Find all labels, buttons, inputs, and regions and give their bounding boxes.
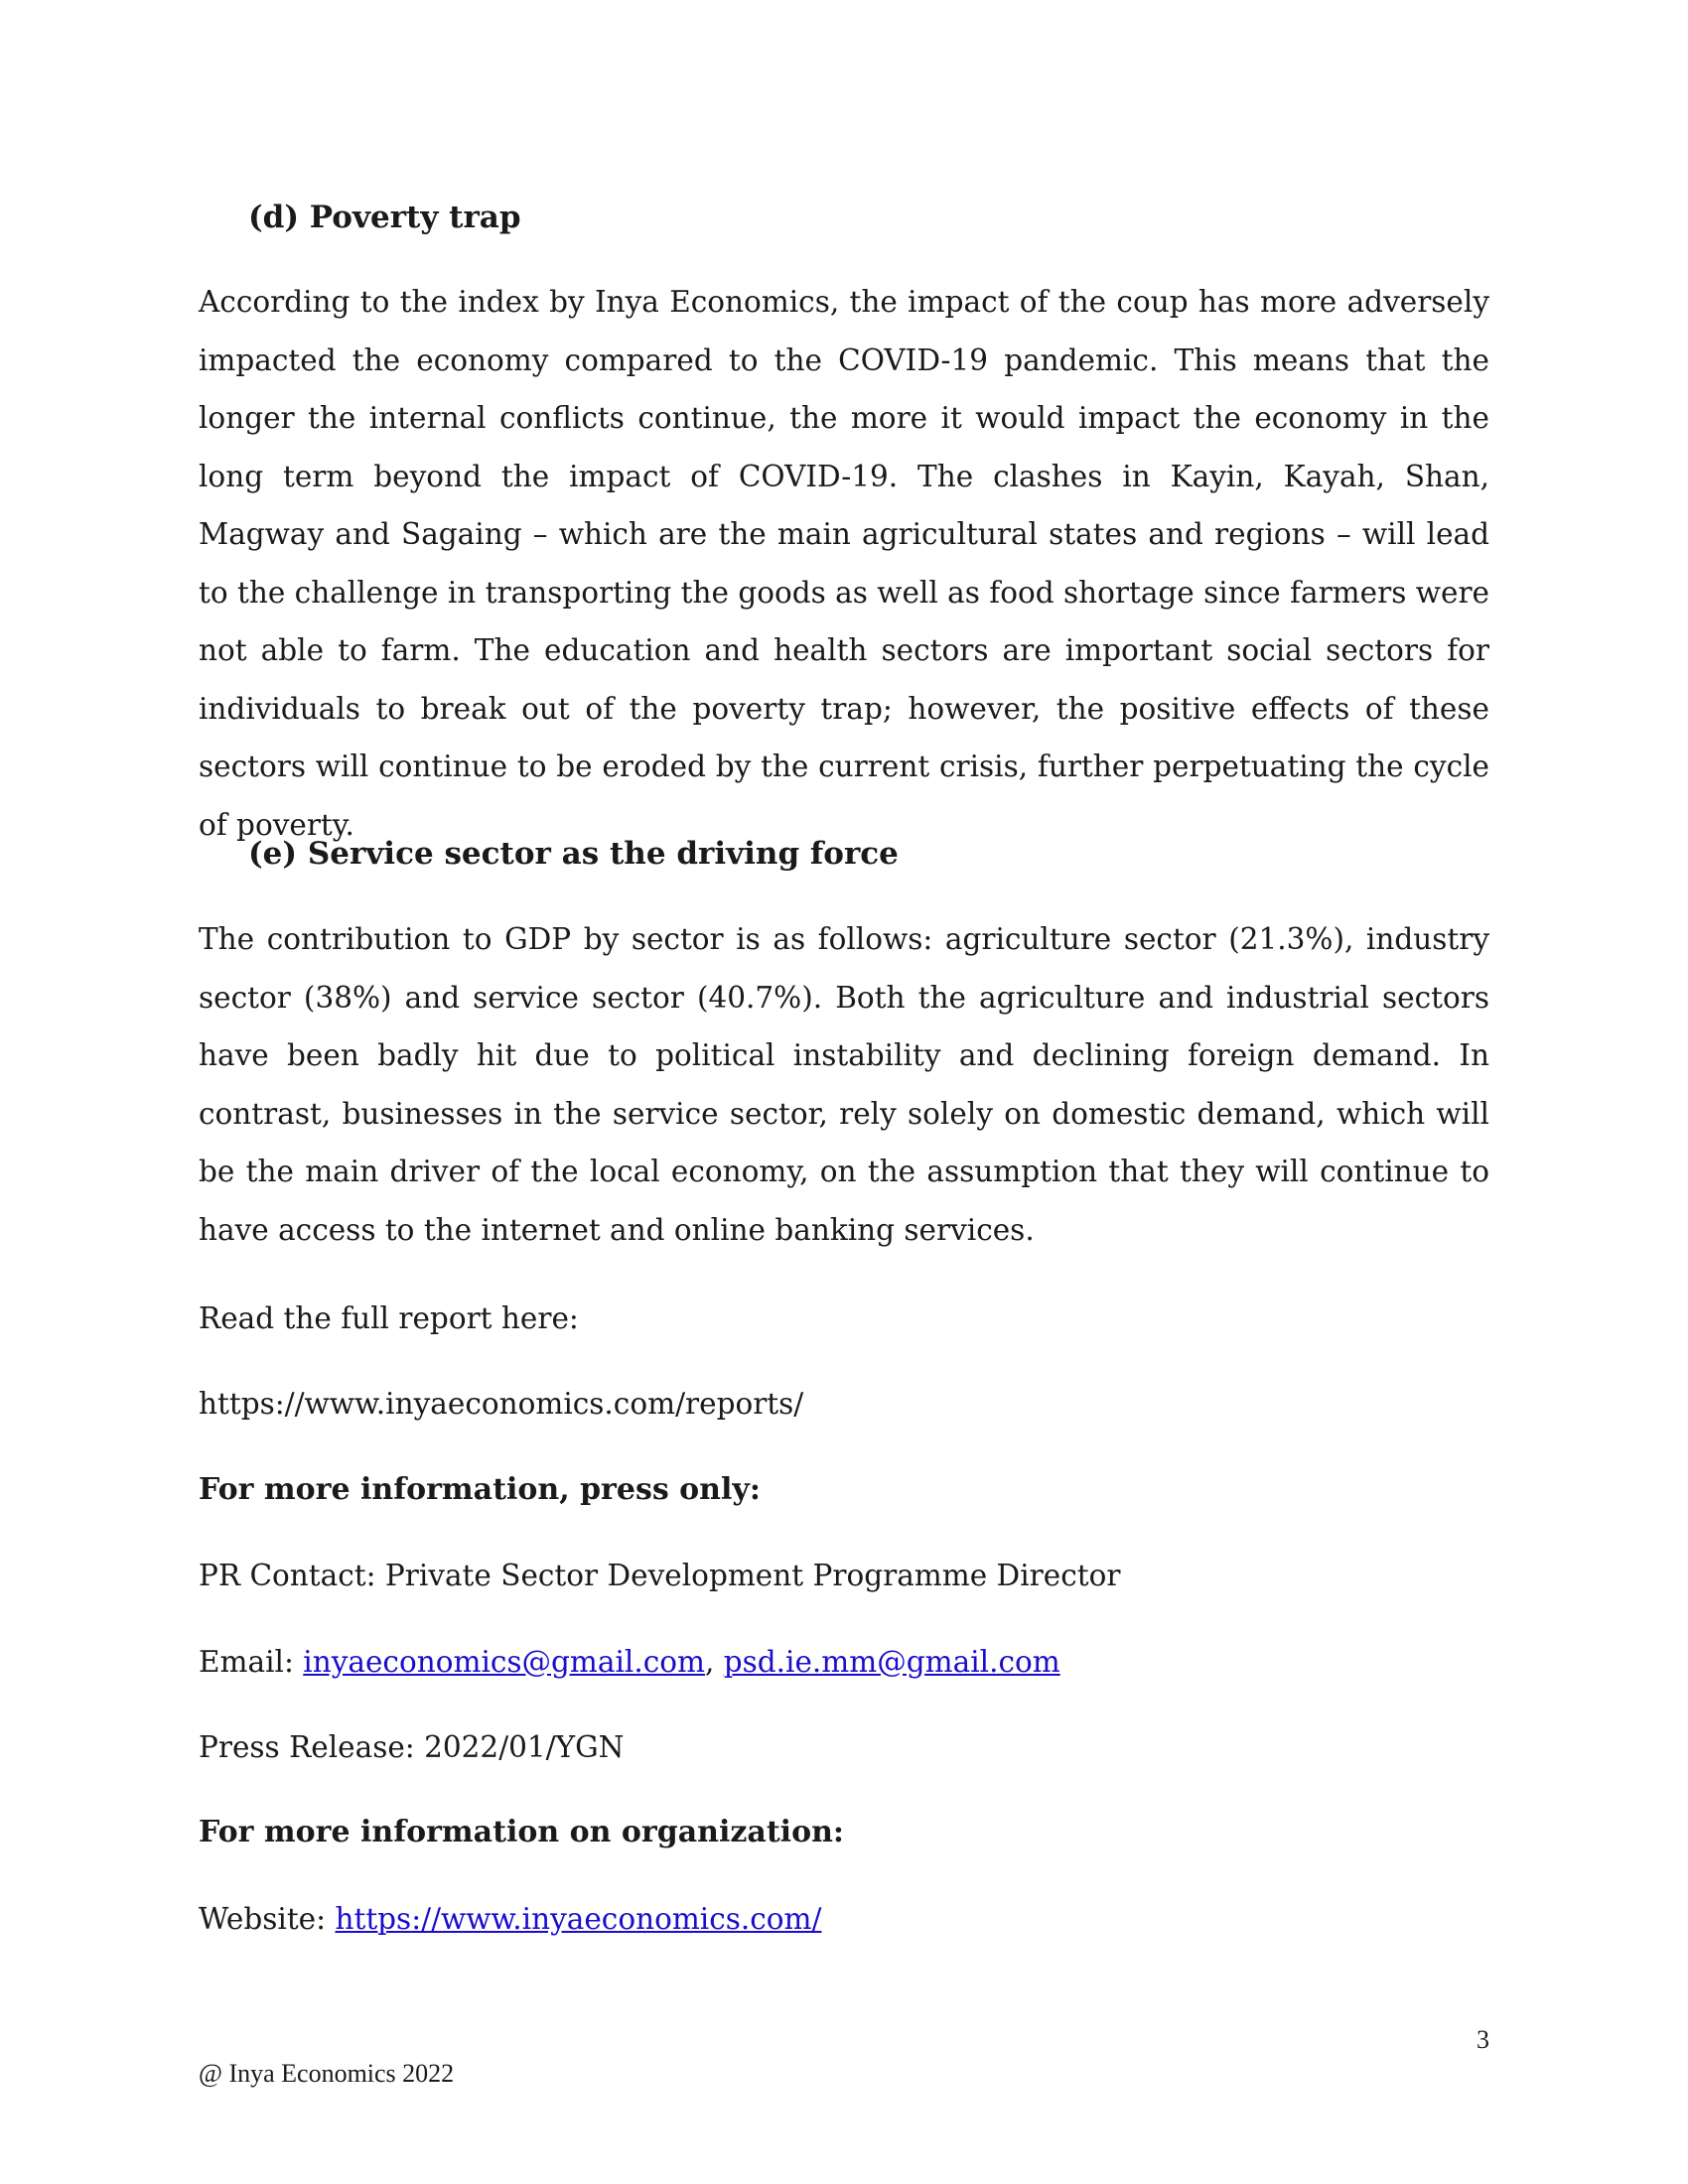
press-info-heading: For more information, press only: <box>199 1472 761 1507</box>
website-line <box>199 1899 821 1939</box>
email-label: Email: <box>199 1645 304 1679</box>
email-link-inyaeconomics[interactable]: inyaeconomics@gmail.com <box>303 1645 705 1679</box>
footer-copyright: @ Inya Economics 2022 <box>199 2059 455 2088</box>
section-e-paragraph: The contribution to GDP by sector is as follows: agriculture sector (21.3%), industry sector (38%) and service sector (40.7%). Both the agriculture and industrial sectors have been badly hit due to political instability and declining foreign demand. In contrast, businesses in the service sector, rely solely on domestic demand, which will be the main driver of the local economy, on the assumption that they will continue to have access to the internet and online banking services. <box>199 922 1489 1247</box>
website-link[interactable]: https://www.inyaeconomics.com/ <box>335 1902 822 1936</box>
document-page <box>199 0 1489 2184</box>
page-number: 3 <box>1477 2025 1489 2054</box>
report-url: https://www.inyaeconomics.com/reports/ <box>199 1387 804 1421</box>
section-d-heading: (d) Poverty trap <box>248 200 521 235</box>
pr-contact: PR Contact: Private Sector Development Programme Director <box>199 1559 1121 1592</box>
section-e-heading: (e) Service sector as the driving force <box>248 836 899 872</box>
email-link-psd[interactable]: psd.ie.mm@gmail.com <box>723 1645 1060 1679</box>
email-line <box>199 1642 1060 1682</box>
section-d-paragraph: According to the index by Inya Economics, the impact of the coup has more adversely impacted the economy compared to the COVID-19 pandemic. This means that the longer the internal conflicts continue, the more it would impact the economy in the long term beyond the impact of COVID-19. The clashes in Kayin, Kayah, Shan, Magway and Sagaing – which are the main agricultural states and regions – will lead to the challenge in transporting the goods as well as food shortage since farmers were not able to farm. The education and health sectors are important social sectors for individuals to break out of the poverty trap; however, the positive effects of these sectors will continue to be eroded by the current crisis, further perpetuating the cycle of poverty. <box>199 285 1490 842</box>
website-label: Website: <box>199 1902 336 1936</box>
email-separator: , <box>704 1645 724 1679</box>
read-report-label: Read the full report here: <box>199 1301 579 1335</box>
organization-info-heading: For more information on organization: <box>199 1815 844 1849</box>
press-release-id: Press Release: 2022/01/YGN <box>199 1730 625 1764</box>
